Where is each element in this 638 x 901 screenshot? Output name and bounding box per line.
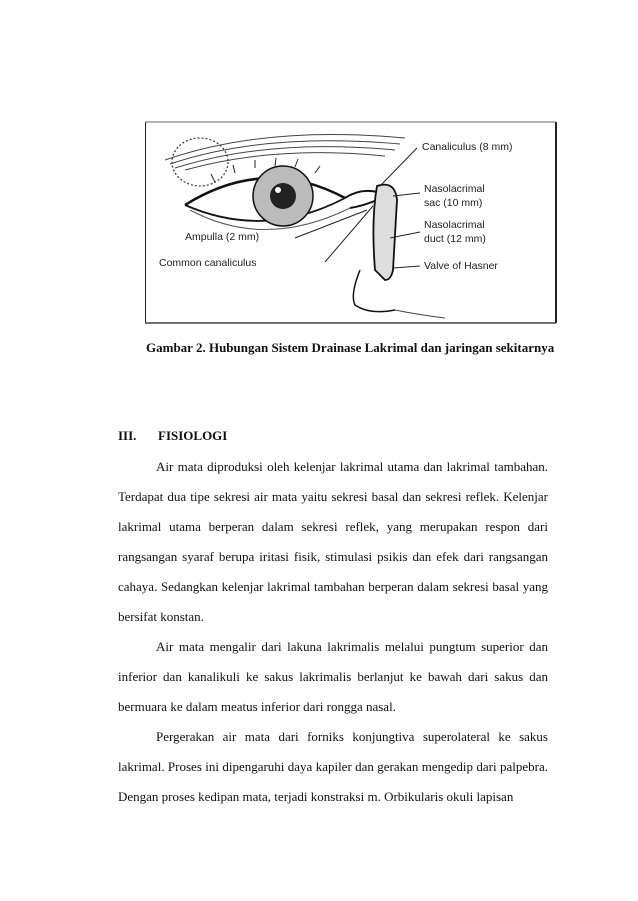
label-nasolacrimal-sac-line2: sac (10 mm) bbox=[424, 197, 483, 209]
label-valve-of-hasner: Valve of Hasner bbox=[424, 260, 498, 272]
lacrimal-drainage-figure bbox=[145, 120, 558, 325]
paragraph: Air mata diproduksi oleh kelenjar lakrimal utama dan lakrimal tambahan. Terdapat dua tipe sekresi air mata yaitu sekresi basal dan sekresi reflek. Kelenjar lakrimal utama berperan dalam sekresi reflek, yang merupakan respon dari rangsangan syaraf berupa iritasi fisik, stimulasi psikis dan efek dari rangsangan cahaya. Sedangkan kelenjar lakrimal tambahan berperan dalam sekresi basal yang bersifat konstan. bbox=[118, 459, 548, 624]
section-heading bbox=[118, 428, 227, 444]
label-nasolacrimal-duct-line2: duct (12 mm) bbox=[424, 233, 486, 245]
label-nasolacrimal-sac-line1: Nasolacrimal bbox=[424, 183, 485, 195]
pupil bbox=[270, 183, 296, 209]
label-canaliculus: Canaliculus (8 mm) bbox=[422, 141, 513, 153]
label-nasolacrimal-duct-line1: Nasolacrimal bbox=[424, 219, 485, 231]
paragraph: Air mata mengalir dari lakuna lakrimalis melalui pungtum superior dan inferior dan kanalikuli ke sakus lakrimalis berlanjut ke bawah dari sakus dan bermuara ke dalam meatus inferior dari rongga nasal. bbox=[118, 639, 548, 714]
body-text bbox=[118, 452, 548, 812]
section-title: FISIOLOGI bbox=[158, 428, 228, 443]
eye-anatomy-illustration bbox=[145, 120, 558, 325]
section-number: III. bbox=[118, 428, 137, 443]
eyebrow-hatching bbox=[165, 134, 405, 170]
paragraph: Pergerakan air mata dari forniks konjungtiva superolateral ke sakus lakrimal. Proses ini dipengaruhi daya kapiler dan gerakan mengedip dari palpebra. Dengan proses kedipan mata, terjadi konstraksi m. Orbikularis okuli lapisan bbox=[118, 729, 548, 804]
nasolacrimal-sac-duct bbox=[373, 185, 397, 280]
figure-caption: Gambar 2. Hubungan Sistem Drainase Lakrimal dan jaringan sekitarnya bbox=[146, 340, 555, 355]
label-common-canaliculus: Common canaliculus bbox=[159, 257, 257, 269]
label-ampulla: Ampulla (2 mm) bbox=[185, 231, 260, 243]
